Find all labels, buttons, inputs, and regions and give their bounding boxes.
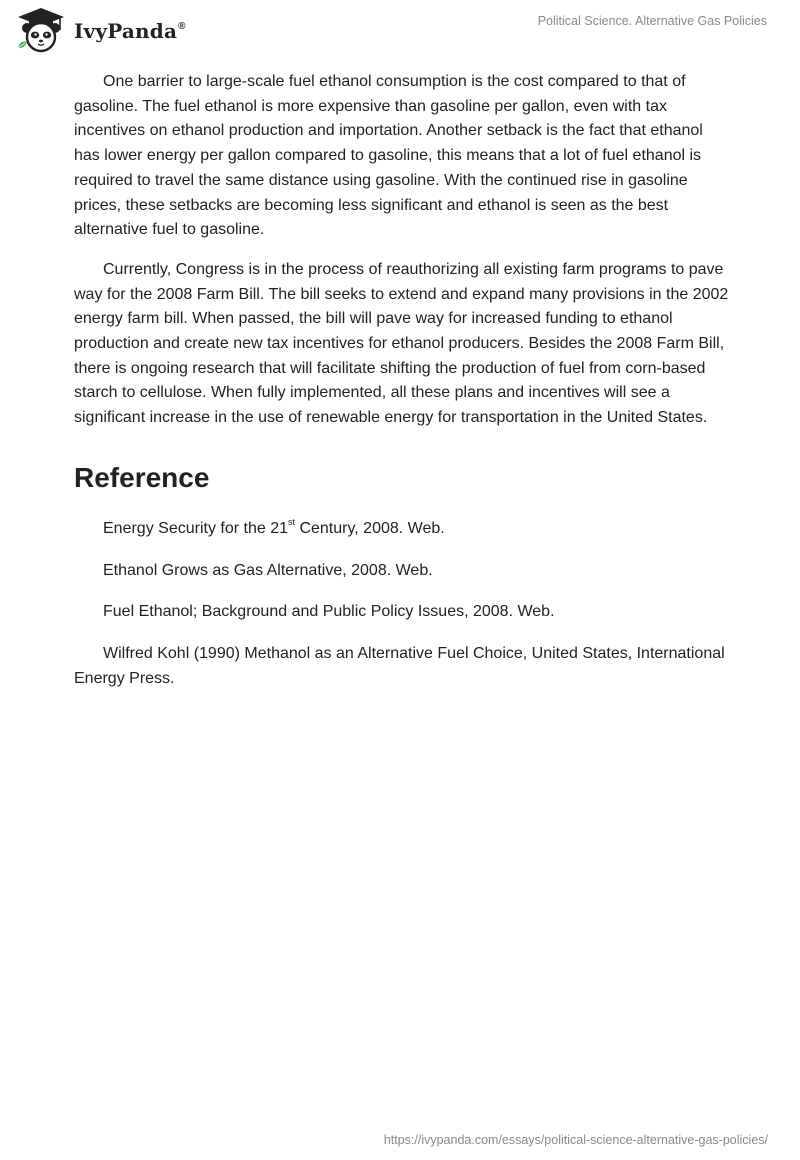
- registered-mark: ®: [178, 21, 186, 32]
- reference-item: Energy Security for the 21st Century, 2008. Web.: [103, 516, 445, 537]
- body-paragraph: Currently, Congress is in the process of reauthorizing all existing farm programs to pave way for the 2008 Farm Bill. The bill seeks to extend and expand many provisions in the 2002 energy farm bill. When passed, the bill will pave way for increased funding to ethanol production and create new tax incentives for ethanol producers. Besides the 2008 Farm Bill, there is ongoing research that will facilitate shifting the production of fuel from corn-based starch to cellulose. When fully implemented, all these plans and incentives will see a significant increase in the use of renewable energy for transportation in the United States.: [74, 260, 729, 427]
- body-paragraph: One barrier to large-scale fuel ethanol consumption is the cost compared to that of gasoline. The fuel ethanol is more expensive than gasoline per gallon, even with tax incentives on ethanol production and importation. Another setback is the fact that ethanol has lower energy per gallon compared to gasoline, this means that a lot of fuel ethanol is required to travel the same distance using gasoline. With the continued rise in gasoline prices, these setbacks are becoming less significant and ethanol is seen as the best alternative fuel to gasoline.: [74, 73, 703, 239]
- source-url[interactable]: https://ivypanda.com/essays/political-science-alternative-gas-policies/: [383, 1133, 768, 1147]
- page-header: [0, 0, 800, 60]
- reference-item: Wilfred Kohl (1990) Methanol as an Alternative Fuel Choice, United States, International Energy Press.: [74, 644, 725, 687]
- superscript-st: st: [287, 516, 295, 527]
- document-title: Political Science. Alternative Gas Policies: [537, 14, 767, 28]
- logo-wordmark: IvyPanda®: [74, 19, 186, 43]
- reference-item: Ethanol Grows as Gas Alternative, 2008. Web.: [103, 561, 433, 579]
- reference-item: Fuel Ethanol; Background and Public Policy Issues, 2008. Web.: [103, 603, 555, 621]
- ivypanda-logo[interactable]: [14, 8, 186, 52]
- reference-heading: Reference: [74, 461, 210, 493]
- panda-graduate-icon: [14, 6, 68, 54]
- essay-content: [74, 70, 729, 708]
